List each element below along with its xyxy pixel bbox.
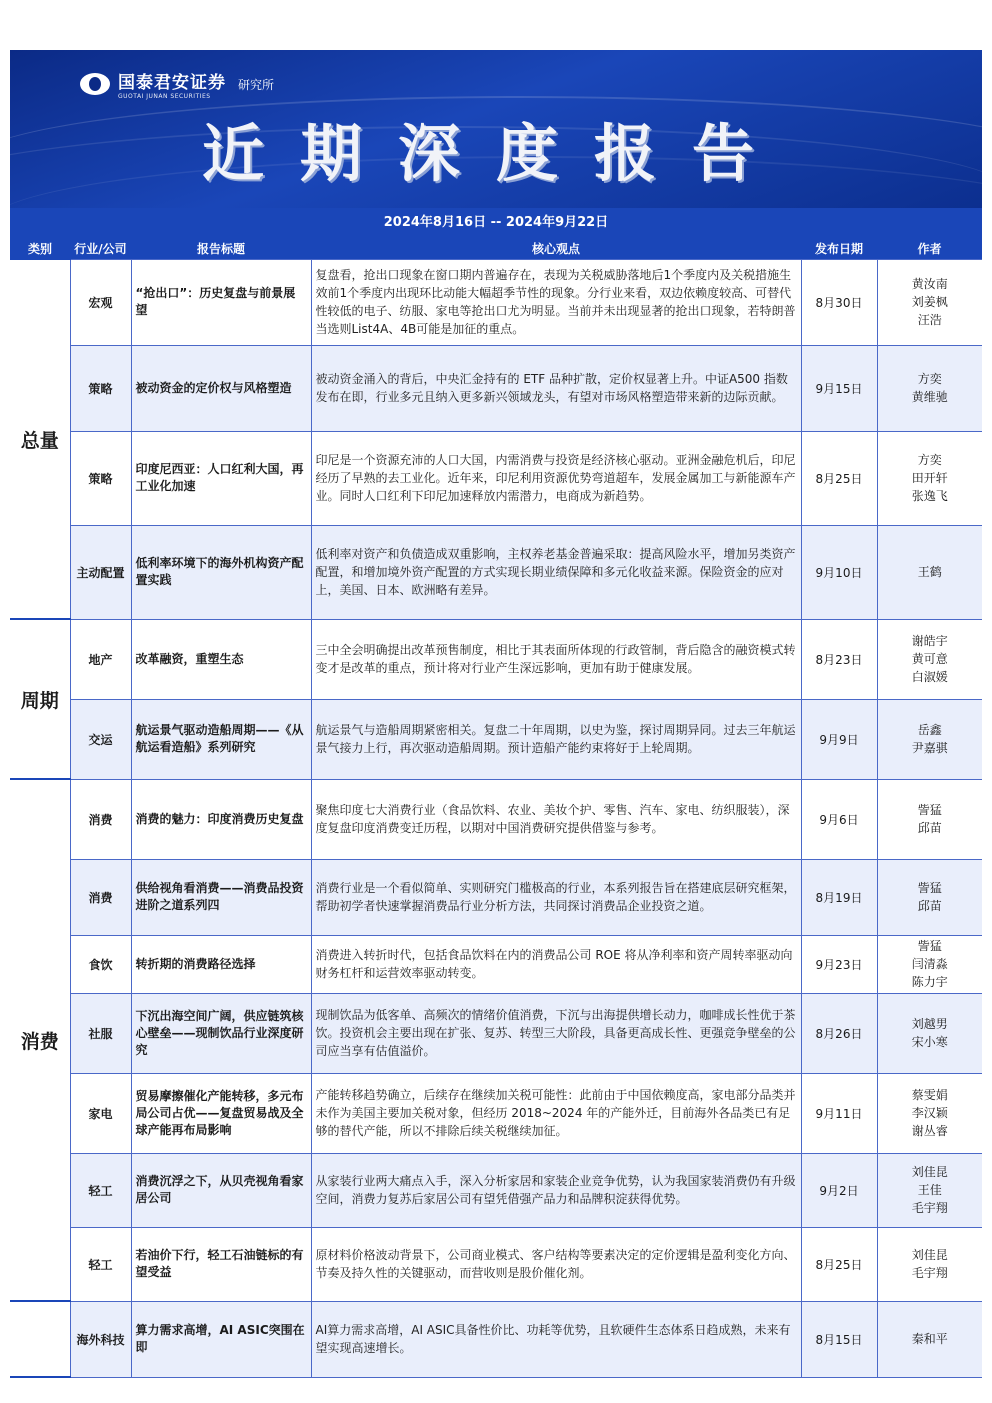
table-row bbox=[10, 1073, 982, 1153]
author-cell bbox=[877, 431, 982, 525]
author-name: 訾猛 bbox=[917, 803, 942, 817]
col-header-category: 类别 bbox=[10, 238, 70, 259]
publish-date-cell: 9月9日 bbox=[801, 699, 877, 779]
publish-date-cell: 8月25日 bbox=[801, 431, 877, 525]
publish-date-cell: 9月6日 bbox=[801, 779, 877, 859]
core-view-cell: 从家装行业两大痛点入手，深入分析家居和家装企业竞争优势，认为我国家装消费仍有升级空间，消费力复苏后家居公司有望凭借强产品力和品牌积淀获得优势。 bbox=[311, 1153, 801, 1227]
core-view-cell: 消费行业是一个看似简单、实则研究门槛极高的行业，本系列报告旨在搭建底层研究框架，帮助初学者快速掌握消费品行业分析方法，共同探讨消费品企业投资之道。 bbox=[311, 859, 801, 935]
publish-date-cell: 8月30日 bbox=[801, 259, 877, 345]
logo-name-cn: 国泰君安证券 bbox=[118, 73, 226, 93]
core-view-cell: 被动资金涌入的背后，中央汇金持有的 ETF 品种扩散，定价权显著上升。中证A500 指数发布在即，行业多元且纳入更多新兴领域龙头，有望对市场风格塑造带来新的边际贡献。 bbox=[311, 345, 801, 431]
publish-date-cell: 9月23日 bbox=[801, 935, 877, 993]
table-row bbox=[10, 1227, 982, 1301]
author-name: 李汉颖 bbox=[911, 1106, 948, 1120]
publish-date-cell: 9月15日 bbox=[801, 345, 877, 431]
author-name: 訾猛 bbox=[917, 939, 942, 953]
author-cell bbox=[877, 345, 982, 431]
date-range: 2024年8月16日 -- 2024年9月22日 bbox=[10, 208, 982, 238]
industry-cell: 轻工 bbox=[70, 1153, 131, 1227]
brand-logo bbox=[80, 68, 274, 100]
author-name: 刘佳昆 bbox=[911, 1165, 948, 1179]
industry-cell: 地产 bbox=[70, 619, 131, 699]
category-cell bbox=[10, 1301, 70, 1377]
logo-dept: 研究所 bbox=[238, 77, 275, 92]
table-row bbox=[10, 431, 982, 525]
report-title-cell: 算力需求高增，AI ASIC突围在即 bbox=[131, 1301, 311, 1377]
table-row bbox=[10, 935, 982, 993]
header-banner bbox=[10, 50, 982, 208]
author-cell bbox=[877, 259, 982, 345]
author-cell bbox=[877, 993, 982, 1073]
col-header-author: 作者 bbox=[877, 238, 982, 259]
author-name: 田开轩 bbox=[911, 471, 948, 485]
report-title-cell: 下沉出海空间广阔，供应链筑核心壁垒——现制饮品行业深度研究 bbox=[131, 993, 311, 1073]
report-title-cell: 低利率环境下的海外机构资产配置实践 bbox=[131, 525, 311, 619]
core-view-cell: 航运景气与造船周期紧密相关。复盘二十年周期，以史为鉴，探讨周期异同。过去三年航运景气接力上行，再次驱动造船周期。预计造船产能约束将好于上轮周期。 bbox=[311, 699, 801, 779]
author-cell bbox=[877, 1301, 982, 1377]
report-title-cell: 若油价下行，轻工石油链标的有望受益 bbox=[131, 1227, 311, 1301]
core-view-cell: 消费进入转折时代，包括食品饮料在内的消费品公司 ROE 将从净利率和资产周转率驱动向财务杠杆和运营效率驱动转变。 bbox=[311, 935, 801, 993]
industry-cell: 宏观 bbox=[70, 259, 131, 345]
author-name: 毛宇翔 bbox=[911, 1266, 948, 1280]
core-view-cell: 低利率对资产和负债造成双重影响，主权养老基金普遍采取：提高风险水平，增加另类资产配置，和增加境外资产配置的方式实现长期业绩保障和多元化收益来源。保险资金的应对上，美国、日本、欧洲略有差异。 bbox=[311, 525, 801, 619]
report-table-body bbox=[10, 259, 982, 1377]
author-cell bbox=[877, 859, 982, 935]
industry-cell: 家电 bbox=[70, 1073, 131, 1153]
author-name: 谢丛睿 bbox=[911, 1124, 948, 1138]
author-cell bbox=[877, 1073, 982, 1153]
col-header-date: 发布日期 bbox=[801, 238, 877, 259]
author-cell bbox=[877, 619, 982, 699]
author-cell bbox=[877, 935, 982, 993]
report-page bbox=[10, 50, 982, 1378]
table-header-row bbox=[10, 238, 982, 259]
industry-cell: 策略 bbox=[70, 345, 131, 431]
report-title-cell: 供给视角看消费——消费品投资进阶之道系列四 bbox=[131, 859, 311, 935]
industry-cell: 交运 bbox=[70, 699, 131, 779]
author-name: 毛宇翔 bbox=[911, 1201, 948, 1215]
table-row bbox=[10, 699, 982, 779]
author-cell bbox=[877, 1227, 982, 1301]
author-name: 黄可意 bbox=[911, 652, 948, 666]
publish-date-cell: 9月2日 bbox=[801, 1153, 877, 1227]
publish-date-cell: 8月23日 bbox=[801, 619, 877, 699]
page-title: 近期深度报告 bbox=[201, 117, 790, 190]
core-view-cell: AI算力需求高增，AI ASIC具备性价比、功耗等优势，且软硬件生态体系日趋成熟，未来有望实现高速增长。 bbox=[311, 1301, 801, 1377]
author-name: 王鹤 bbox=[917, 565, 942, 579]
publish-date-cell: 9月11日 bbox=[801, 1073, 877, 1153]
category-cell: 消费 bbox=[10, 779, 70, 1301]
author-name: 白淑媛 bbox=[911, 670, 948, 684]
author-name: 方奕 bbox=[917, 372, 942, 386]
category-cell: 周期 bbox=[10, 619, 70, 779]
table-row bbox=[10, 525, 982, 619]
table-row bbox=[10, 1301, 982, 1377]
author-cell bbox=[877, 779, 982, 859]
core-view-cell: 复盘看，抢出口现象在窗口期内普遍存在，表现为关税威胁落地后1个季度内及关税措施生效前1个季度内出现环比动能大幅超季节性的现象。分行业来看，双边依赖度较高、可替代性较低的电子、纺服、家电等抢出口尤为明显。当前并未出现显著的抢出口现象，若特朗普当选则List4A、4B可能是加征的重点。 bbox=[311, 259, 801, 345]
report-title-cell: 改革融资，重塑生态 bbox=[131, 619, 311, 699]
publish-date-cell: 8月26日 bbox=[801, 993, 877, 1073]
category-cell: 总量 bbox=[10, 259, 70, 619]
industry-cell: 主动配置 bbox=[70, 525, 131, 619]
report-title-cell: 被动资金的定价权与风格塑造 bbox=[131, 345, 311, 431]
logo-icon bbox=[80, 73, 110, 95]
author-name: 方奕 bbox=[917, 453, 942, 467]
author-name: 黄汝南 bbox=[911, 277, 948, 291]
industry-cell: 社服 bbox=[70, 993, 131, 1073]
author-name: 秦和平 bbox=[911, 1332, 948, 1346]
author-cell bbox=[877, 525, 982, 619]
report-title-cell: 航运景气驱动造船周期——《从航运看造船》系列研究 bbox=[131, 699, 311, 779]
report-title-cell: 印度尼西亚：人口红利大国，再工业化加速 bbox=[131, 431, 311, 525]
author-name: 陈力宇 bbox=[911, 975, 948, 989]
author-name: 刘越男 bbox=[911, 1017, 948, 1031]
author-name: 黄维驰 bbox=[911, 390, 948, 404]
table-row bbox=[10, 619, 982, 699]
author-name: 尹嘉骐 bbox=[911, 741, 948, 755]
report-title-cell: 贸易摩擦催化产能转移，多元布局公司占优——复盘贸易战及全球产能再布局影响 bbox=[131, 1073, 311, 1153]
core-view-cell: 印尼是一个资源充沛的人口大国，内需消费与投资是经济核心驱动。亚洲金融危机后，印尼经历了早熟的去工业化。近年来，印尼利用资源优势弯道超车，发展金属加工与新能源车产业。同时人口红利下印尼加速释放内需潜力，电商成为新趋势。 bbox=[311, 431, 801, 525]
author-name: 蔡雯娟 bbox=[911, 1088, 948, 1102]
industry-cell: 消费 bbox=[70, 779, 131, 859]
report-title-cell: 转折期的消费路径选择 bbox=[131, 935, 311, 993]
author-name: 谢皓宇 bbox=[911, 634, 948, 648]
author-name: 汪浩 bbox=[917, 313, 942, 327]
author-name: 闫清淼 bbox=[911, 957, 948, 971]
col-header-view: 核心观点 bbox=[311, 238, 801, 259]
table-row bbox=[10, 1153, 982, 1227]
author-name: 宋小寒 bbox=[911, 1035, 948, 1049]
publish-date-cell: 8月19日 bbox=[801, 859, 877, 935]
col-header-industry: 行业/公司 bbox=[70, 238, 131, 259]
core-view-cell: 聚焦印度七大消费行业（食品饮料、农业、美妆个护、零售、汽车、家电、纺织服装），深度复盘印度消费变迁历程，以期对中国消费研究提供借鉴与参考。 bbox=[311, 779, 801, 859]
author-name: 张逸飞 bbox=[911, 489, 948, 503]
industry-cell: 海外科技 bbox=[70, 1301, 131, 1377]
author-name: 刘佳昆 bbox=[911, 1248, 948, 1262]
col-header-title: 报告标题 bbox=[131, 238, 311, 259]
publish-date-cell: 9月10日 bbox=[801, 525, 877, 619]
industry-cell: 食饮 bbox=[70, 935, 131, 993]
author-name: 岳鑫 bbox=[917, 723, 942, 737]
core-view-cell: 产能转移趋势确立，后续存在继续加关税可能性：此前由于中国依赖度高，家电部分品类并未作为美国主要加关税对象，但经历 2018~2024 年的产能外迁，目前海外各品类已有足够的替代产能，所以不排除后续关税继续加征。 bbox=[311, 1073, 801, 1153]
author-cell bbox=[877, 699, 982, 779]
logo-name-en: GUOTAI JUNAN SECURITIES bbox=[118, 93, 211, 100]
industry-cell: 轻工 bbox=[70, 1227, 131, 1301]
author-name: 王佳 bbox=[917, 1183, 942, 1197]
report-title-cell: 消费沉浮之下，从贝壳视角看家居公司 bbox=[131, 1153, 311, 1227]
core-view-cell: 原材料价格波动背景下，公司商业模式、客户结构等要素决定的定价逻辑是盈利变化方向、节奏及持久性的关键驱动，而营收则是股价催化剂。 bbox=[311, 1227, 801, 1301]
core-view-cell: 三中全会明确提出改革预售制度，相比于其表面所体现的行政管制，背后隐含的融资模式转变才是改革的重点，预计将对行业产生深远影响，更加有助于健康发展。 bbox=[311, 619, 801, 699]
report-title-cell: 消费的魅力：印度消费历史复盘 bbox=[131, 779, 311, 859]
report-title-cell: “抢出口”：历史复盘与前景展望 bbox=[131, 259, 311, 345]
author-name: 邱苗 bbox=[917, 899, 942, 913]
publish-date-cell: 8月15日 bbox=[801, 1301, 877, 1377]
publish-date-cell: 8月25日 bbox=[801, 1227, 877, 1301]
report-table bbox=[10, 238, 982, 1378]
author-cell bbox=[877, 1153, 982, 1227]
author-name: 訾猛 bbox=[917, 881, 942, 895]
industry-cell: 策略 bbox=[70, 431, 131, 525]
table-row bbox=[10, 993, 982, 1073]
industry-cell: 消费 bbox=[70, 859, 131, 935]
table-row bbox=[10, 779, 982, 859]
core-view-cell: 现制饮品为低客单、高频次的情绪价值消费，下沉与出海提供增长动力，咖啡成长性优于茶饮。投资机会主要出现在扩张、复苏、转型三大阶段，具备更高成长性、更强竞争壁垒的公司应当享有估值溢价。 bbox=[311, 993, 801, 1073]
table-row bbox=[10, 859, 982, 935]
author-name: 刘姜枫 bbox=[911, 295, 948, 309]
author-name: 邱苗 bbox=[917, 821, 942, 835]
table-row bbox=[10, 259, 982, 345]
table-row bbox=[10, 345, 982, 431]
